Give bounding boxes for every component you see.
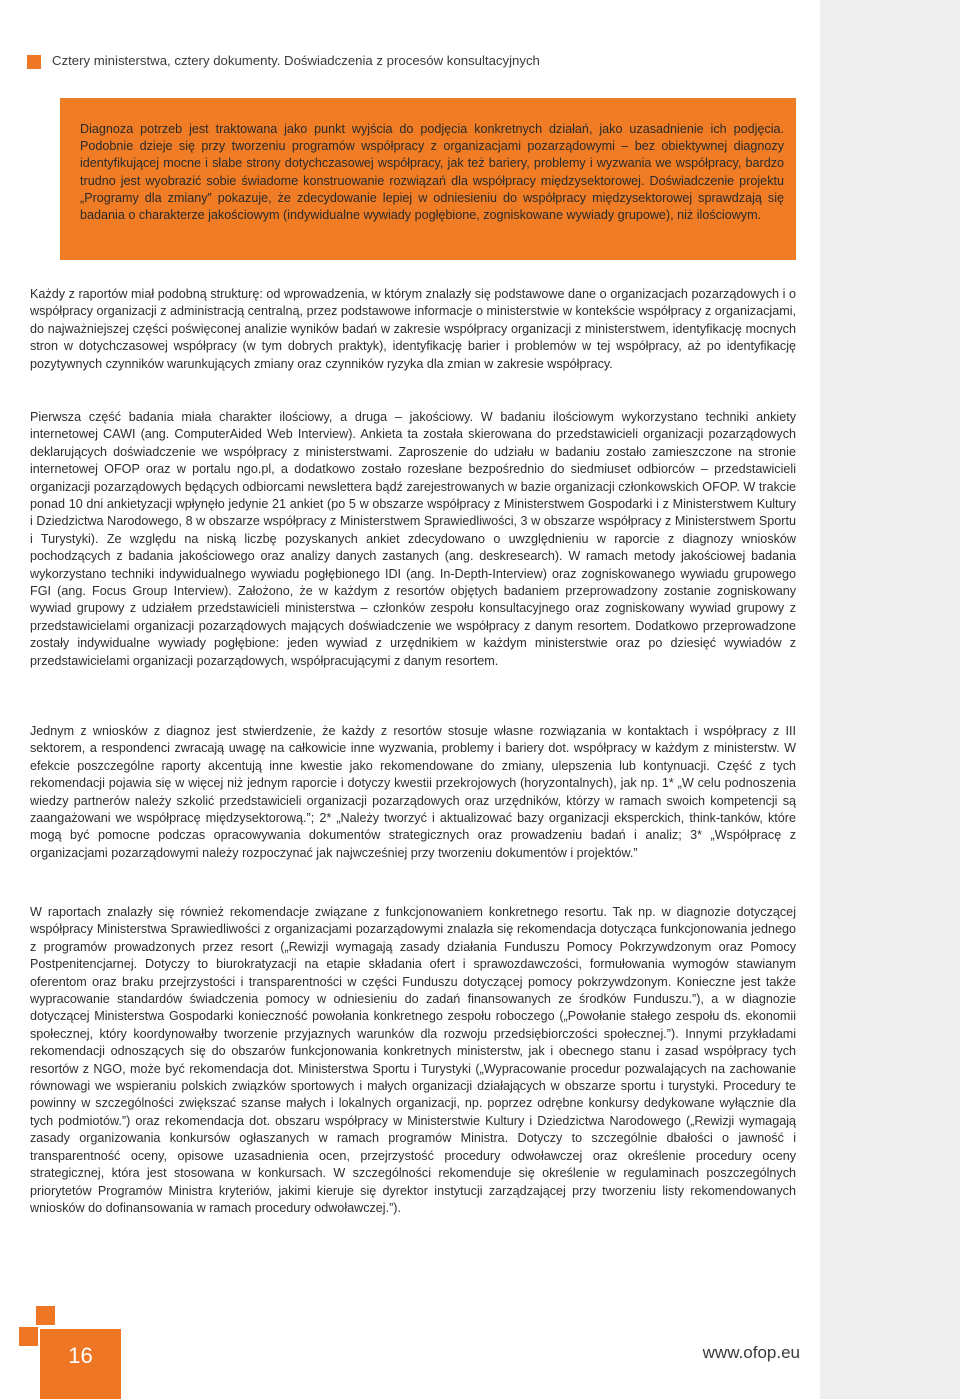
paragraph: Każdy z raportów miał podobną strukturę: od wprowadzenia, w którym znalazły się podstawowe dane o organizacjach pozarządowych i o współpracy organizacji z administracją centralną, przez podstawowe informacje o ministerstwie w kontekście współpracy z organizacjami, do najważniejszej części poświęconej analizie wyników badań w zakresie współpracy organizacji z ministerstwem, identyfikację mocnych stron w dotychczasowej współpracy (w tym dobrych praktyk), identyfikację barier i problemów w tej współpracy, aż po identyfikację pozytywnych czynników warunkujących zmiany oraz czynników ryzyka dla zmian w zakresie współpracy. <box>30 287 796 371</box>
paragraph: W raportach znalazły się również rekomendacje związane z funkcjonowaniem konkretnego resortu. Tak np. w diagnozie dotyczącej współpracy Ministerstwa Sprawiedliwości z organizacjami pozarządowymi znalazła się rekomendacja dotycząca funkcjonowania jednego z programów prowadzonych przez resort („Rewizji wymagają zasady działania Funduszu Pomocy Pokrzywdzonym oraz Pomocy Postpenitencjarnej. Dotyczy to biurokratyzacji na etapie składania ofert i sprawozdawczości, formułowania wymogów stawianym oferentom oraz braku przejrzystości i transparentności w części Funduszu dotyczącej pomocy pokrzywdzonym. Konieczne jest także wypracowanie standardów świadczenia pomocy w odniesieniu do zadań finansowanych ze środków Funduszu.”), a w diagnozie dotyczącej Ministerstwa Gospodarki konieczność powołania konkretnego zespołu roboczego („Powołanie stałego zespołu ds. ekonomii społecznej, który koordynowałby tworzenie przyjaznych warunków dla rozwoju przedsiębiorczości społecznej.”). Innymi przykładami rekomendacji odnoszących się do obszarów funkcjonowania konkretnych ministerstw, jak i obecnego stanu i zasad współpracy tych resortów z NGO, może być rekomendacja dot. Ministerstwa Sportu i Turystyki („Wypracowanie procedur pozwalających na zachowanie równowagi we wspieraniu polskich związków sportowych i małych organizacji działających w obszarze sportu i turystyki. Procedury te powinny w szczególności zwiększać szanse małych i lokalnych organizacji, np. poprzez odrębne konkursy dedykowane wyłącznie dla tych podmiotów.”) oraz rekomendacja dot. obszaru współpracy w Ministerstwie Kultury i Dziedzictwa Narodowego („Rewizji wymagają zasady organizowania konkursów ogłaszanych w ramach programów Ministra. Dotyczy to szczególnie dbałości o jawność i transparentność oceny, opisowe uzasadnienia ocen, przejrzystość procedury odwoławczej oraz określenie procedury oceny strategicznej, która jest stosowana w konkursach. W szczególności rekomenduje się określenie w regulaminach poszczególnych priorytetów Programów Ministra kryteriów, jakimi kieruje się dyrektor instytucji zarządzającej przy tworzeniu listy rekomendowanych wniosków do dofinansowania w ramach procedury odwoławczej.”). <box>30 905 796 1215</box>
footer-square-icon <box>36 1306 55 1325</box>
highlight-text: Diagnoza potrzeb jest traktowana jako punkt wyjścia do podjęcia konkretnych działań, jako uzasadnienie ich podjęcia. Podobnie dzieje się przy tworzeniu programów współpracy z organizacjami pozarządowymi – bez obiektywnej diagnozy identyfikującej mocne i słabe strony dotychczasowej współpracy, jak też bariery, problemy i wyzwania we współpracy, bardzo trudno jest wyobrazić sobie świadome konstruowanie rozwiązań dla współpracy międzysektorowej. Doświadczenie projektu „Programy dla zmiany” pokazuje, że zdecydowanie lepiej w odniesieniu do współpracy międzysektorowej sprawdzają się badania o charakterze jakościowym (indywidualne wywiady pogłębione, zogniskowane wywiady grupowe), niż ilościowym. <box>80 122 784 223</box>
paragraph-structure <box>30 286 796 373</box>
footer-square-icon <box>19 1327 38 1346</box>
side-strip <box>820 0 960 1399</box>
paragraph-recommendations <box>30 904 796 1217</box>
paragraph: Jednym z wniosków z diagnoz jest stwierdzenie, że każdy z resortów stosuje własne rozwiązania w kontaktach i współpracy z III sektorem, a respondenci zwracają uwagę na całkowicie inne wyzwania, problemy i bariery dot. współpracy w każdym z ministerstw. W efekcie poszczególne raporty akcentują inne kwestie jako rekomendowane do zmiany, ulepszenia lub kontynuacji. Część z tych rekomendacji pojawia się w więcej niż jednym raporcie i dotyczy kwestii przekrojowych (horyzontalnych), jak np. 1* „W celu podnoszenia wiedzy partnerów należy szkolić przedstawicieli organizacji pozarządowych oraz urzędników, którzy w ramach swoich kompetencji są zaangażowani we współpracę międzysektorową.”; 2* „Należy tworzyć i aktualizować bazy organizacji eksperckich, think-tanków, które mogą być pomocne podczas opracowywania dokumentów strategicznych oraz prowadzeniu badań i analiz; 3* „Współpracę z organizacjami pozarządowymi należy rozpoczynać jak najwcześniej przy tworzeniu dokumentów i projektów.” <box>30 724 796 860</box>
footer-url[interactable]: www.ofop.eu <box>702 1343 800 1362</box>
highlight-box <box>60 98 796 260</box>
header-title: Cztery ministerstwa, cztery dokumenty. Doświadczenia z procesów konsultacyjnych <box>52 53 540 68</box>
page-number: 16 <box>68 1343 93 1368</box>
paragraph: Pierwsza część badania miała charakter ilościowy, a druga – jakościowy. W badaniu ilościowym wykorzystano techniki ankiety internetowej CAWI (ang. ComputerAided Web Interview). Ankieta ta została skierowana do przedstawicieli organizacji pozarządowych deklarujących doświadczenie we współpracy z ministerstwami. Zaproszenie do udziału w badaniu zostało zamieszczone na stronie internetowej OFOP oraz w portalu ngo.pl, a dodatkowo zostało rozesłane bezpośrednio do siedmiuset odbiorców – przedstawicieli organizacji pozarządowych będących odbiorcami newslettera bądź zarejestrowanych w bazie organizacji członkowskich OFOP. W trakcie ponad 10 dni ankietyzacji wpłynęło jedynie 21 ankiet (po 5 w obszarze współpracy z Ministerstwem Gospodarki i z Ministerstwem Kultury i Dziedzictwa Narodowego, 8 w obszarze współpracy z Ministerstwem Sprawiedliwości, 3 w obszarze współpracy z Ministerstwem Sportu i Turystyki). Ze względu na niską liczbę pozyskanych ankiet zdecydowano o uwzględnieniu w raporcie z diagnozy wniosków pochodzących z badania jakościowego oraz analizy danych zastanych (ang. deskresearch). W ramach metody jakościowej badania wykorzystano techniki indywidualnego wywiadu pogłębionego IDI (ang. In-Depth-Interview) oraz zogniskowanego wywiadu grupowego FGI (ang. Focus Group Interview). Założono, że w każdym z resortów objętych badaniem przeprowadzony zostanie zogniskowany wywiad grupowy z udziałem przedstawicieli ministerstwa – członków zespołu konsultacyjnego oraz zogniskowany wywiad grupowy z przedstawicielami organizacji pozarządowych mających doświadczenie we współpracy z danym resortem. Dodatkowo przeprowadzone zostały indywidualne wywiady pogłębione: jeden wywiad z urzędnikiem w każdym ministerstwie oraz po dziesięć wywiadów z przedstawicielami organizacji pozarządowych, współpracującymi z danym resortem. <box>30 410 796 668</box>
header-square-icon <box>27 55 41 69</box>
paragraph-conclusions <box>30 723 796 862</box>
paragraph-methodology <box>30 409 796 670</box>
